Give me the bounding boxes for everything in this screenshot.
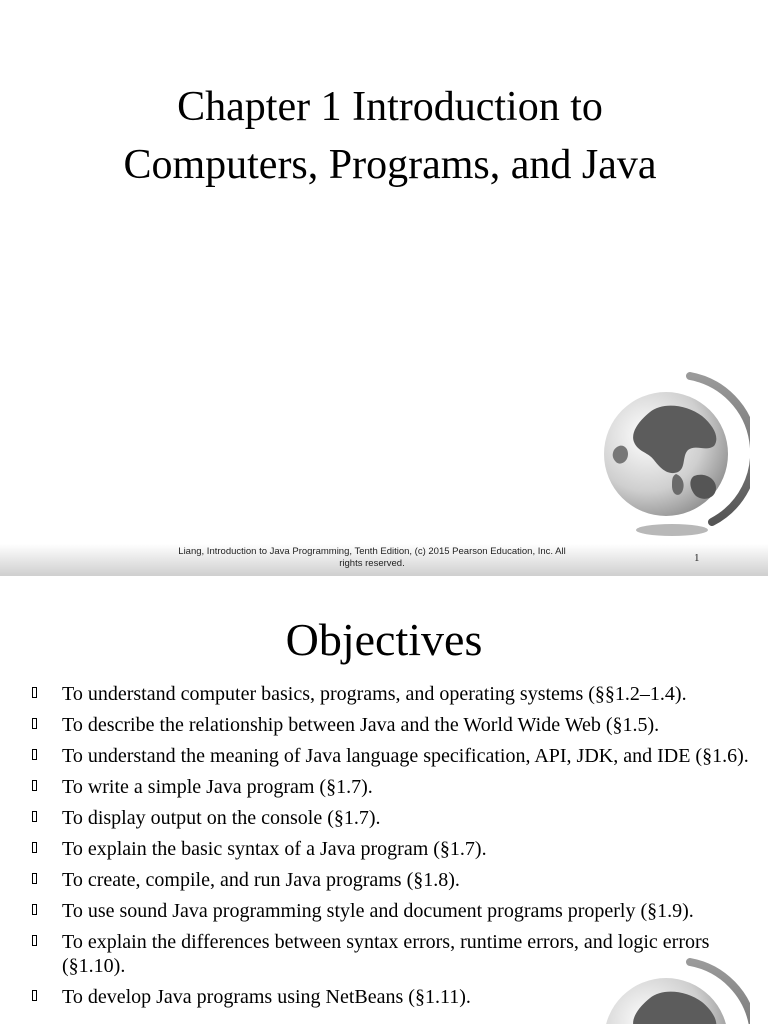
list-item-text: To understand the meaning of Java language specification, API, JDK, and IDE (§1.6). <box>62 745 749 767</box>
bullet-icon <box>32 935 37 946</box>
bullet-icon <box>32 718 37 729</box>
bullet-icon <box>32 904 37 915</box>
list-item <box>30 930 750 978</box>
bullet-icon <box>32 990 37 1001</box>
objectives-list <box>30 682 750 1016</box>
slide-2 <box>0 588 768 1024</box>
list-item <box>30 744 750 768</box>
list-item <box>30 775 750 799</box>
bullet-icon <box>32 687 37 698</box>
list-item-text: To describe the relationship between Java and the World Wide Web (§1.5). <box>62 714 660 736</box>
bullet-icon <box>32 811 37 822</box>
bullet-icon <box>32 749 37 760</box>
footer-line: rights reserved. <box>339 558 405 569</box>
bullet-icon <box>32 873 37 884</box>
slide-title-line: Chapter 1 Introduction to <box>177 84 603 130</box>
list-item <box>30 682 750 706</box>
bullet-icon <box>32 780 37 791</box>
slide-separator <box>0 576 768 588</box>
globe-icon <box>590 372 750 542</box>
page-number: 1 <box>694 552 700 564</box>
list-item <box>30 985 750 1009</box>
list-item <box>30 868 750 892</box>
slide-title-line: Computers, Programs, and Java <box>123 142 657 188</box>
bullet-icon <box>32 842 37 853</box>
list-item-text: To display output on the console (§1.7). <box>62 807 381 829</box>
footer-copyright <box>150 546 594 570</box>
list-item-text: To write a simple Java program (§1.7). <box>62 776 373 798</box>
list-item <box>30 713 750 737</box>
footer-line: Liang, Introduction to Java Programming, Tenth Edition, (c) 2015 Pearson Education, Inc. All <box>178 546 566 557</box>
objectives-title: Objectives <box>285 614 483 665</box>
list-item-text: To use sound Java programming style and document programs properly (§1.9). <box>62 900 694 922</box>
slide-title <box>40 78 740 194</box>
list-item-text: To develop Java programs using NetBeans (§1.11). <box>62 986 471 1008</box>
list-item-text: To understand computer basics, programs, and operating systems (§§1.2–1.4). <box>62 683 687 705</box>
list-item <box>30 806 750 830</box>
list-item-text: To explain the differences between syntax errors, runtime errors, and logic errors (§1.10). <box>62 931 710 977</box>
list-item-text: To explain the basic syntax of a Java program (§1.7). <box>62 838 487 860</box>
list-item <box>30 837 750 861</box>
list-item-text: To create, compile, and run Java programs (§1.8). <box>62 869 460 891</box>
list-item <box>30 899 750 923</box>
